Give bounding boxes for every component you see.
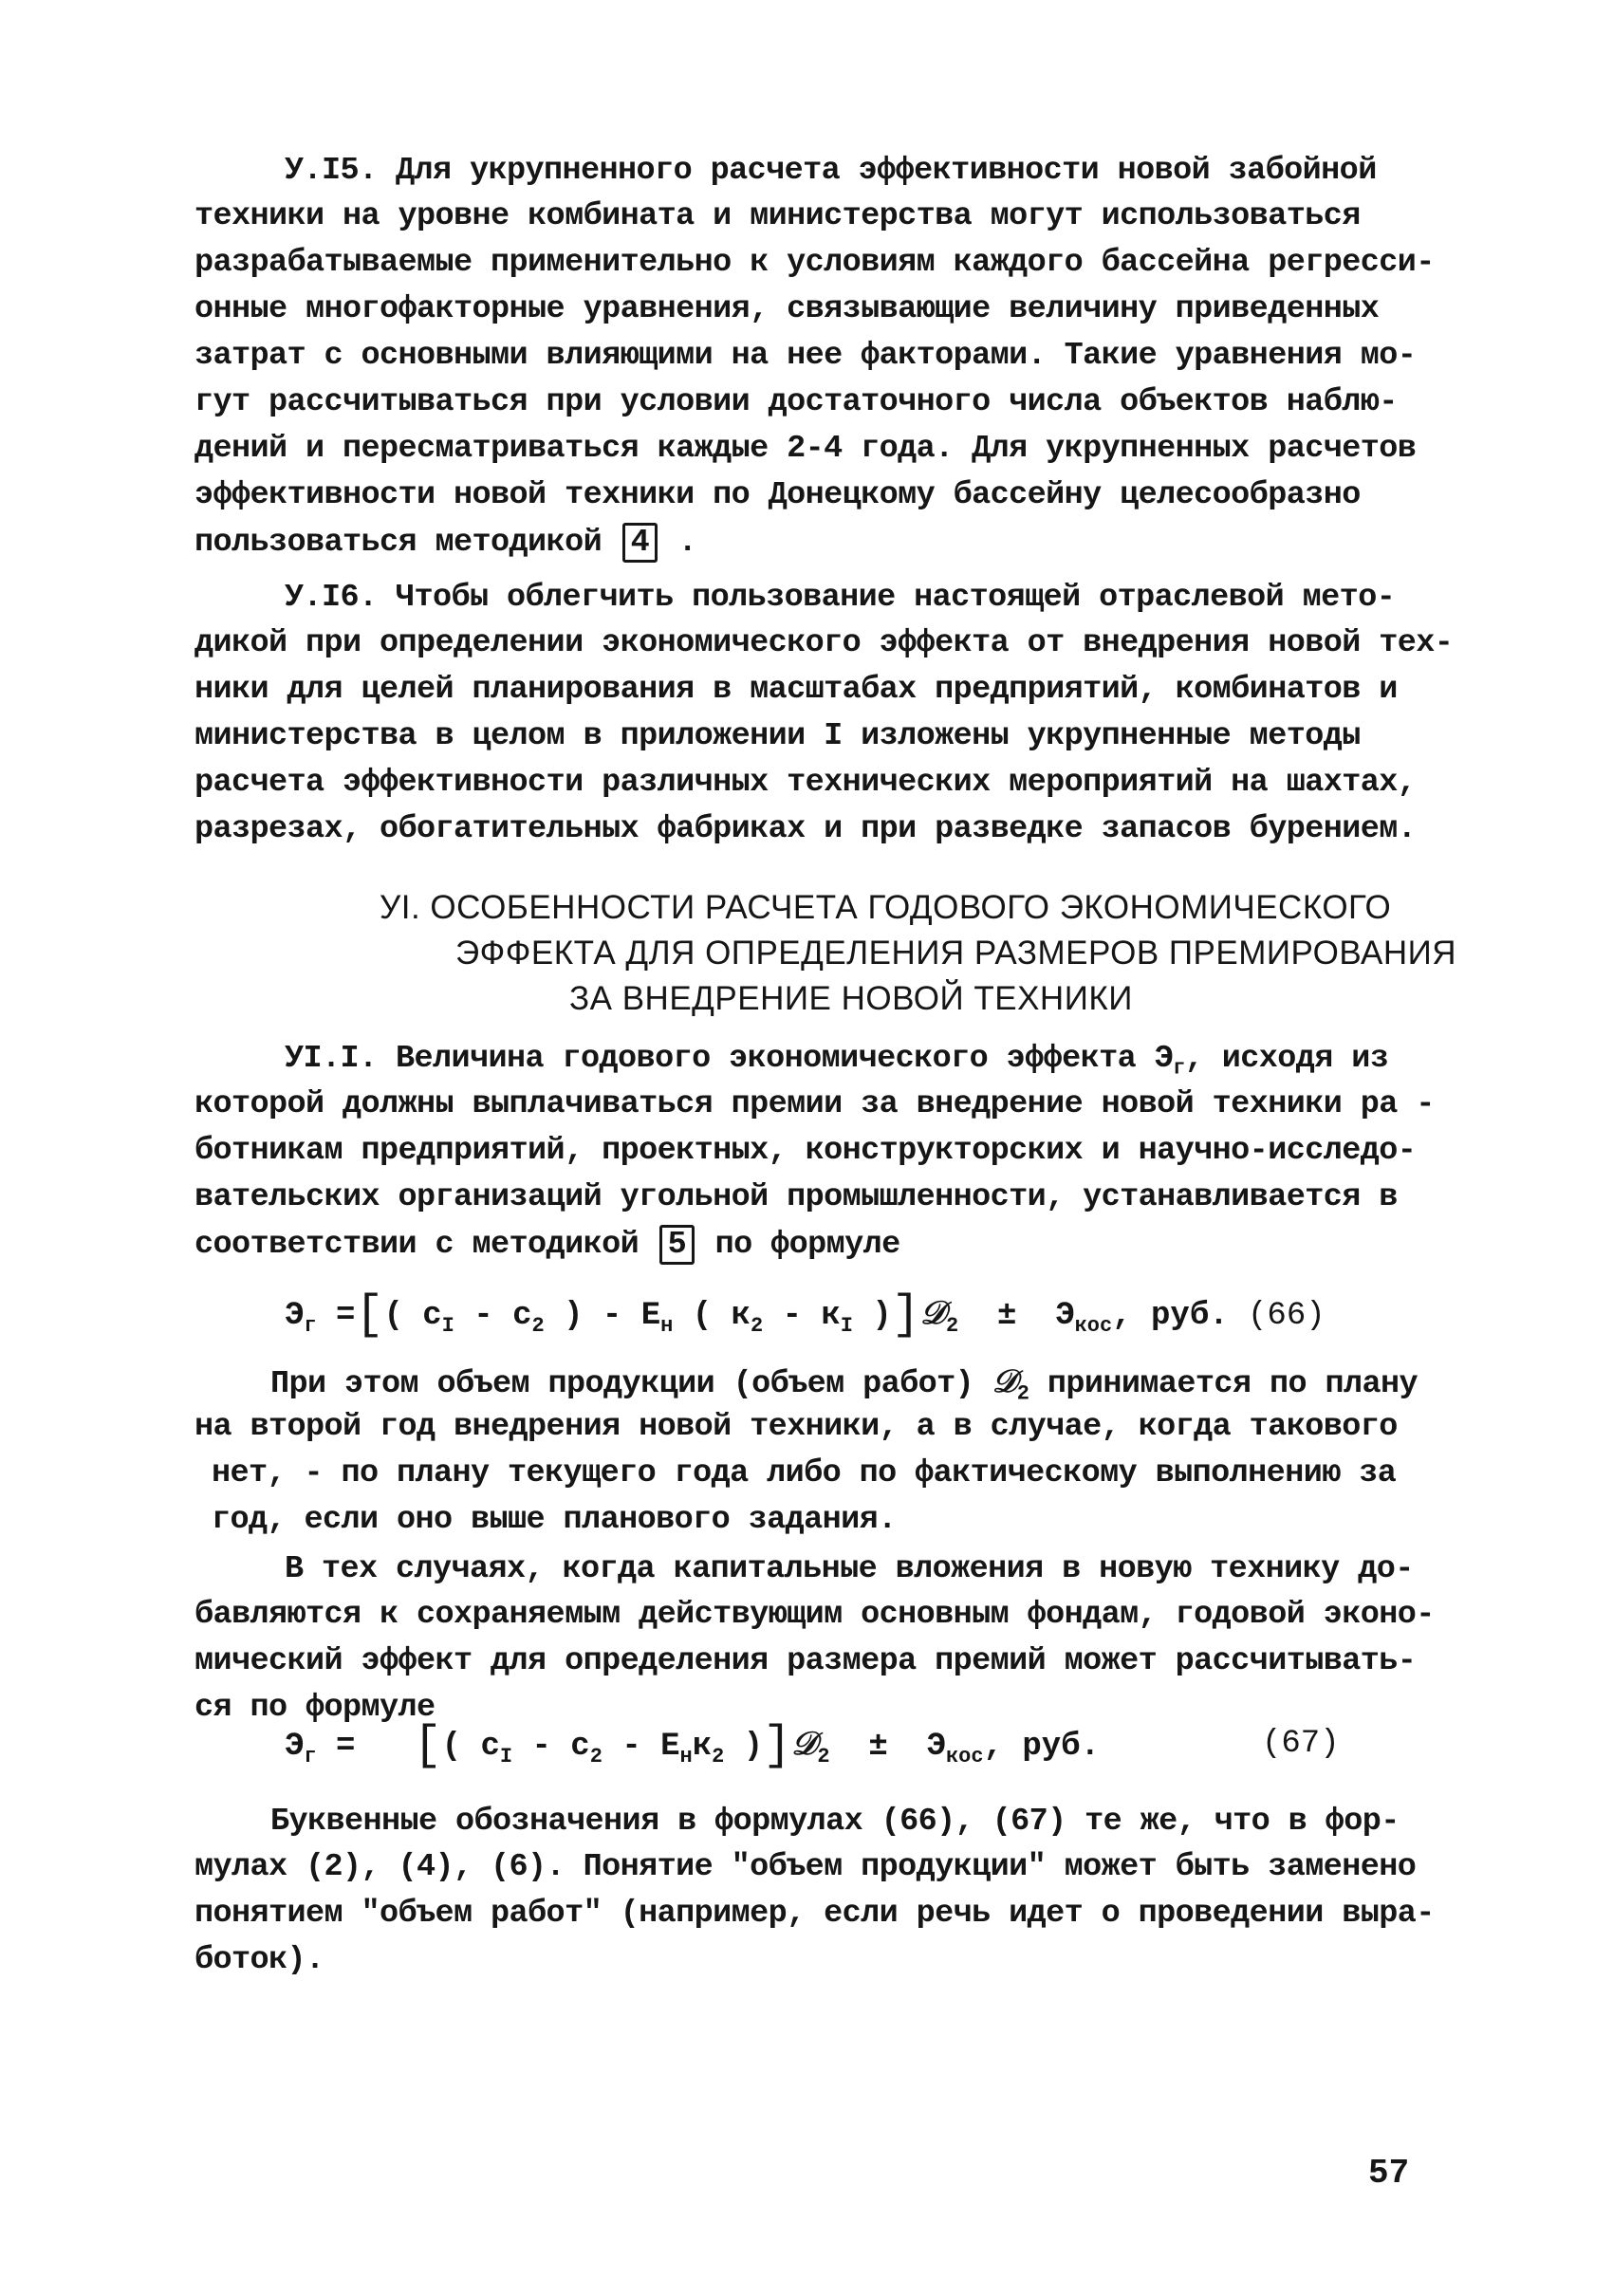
formula-term: ) <box>743 1729 764 1765</box>
formula-66 <box>285 1288 1326 1347</box>
formula-unit: , руб. <box>1112 1298 1229 1334</box>
subscript: г <box>304 1314 317 1338</box>
formula-symbol: = <box>336 1298 356 1334</box>
text-line: Буквенные обозначения в формулах (66), (67) те же, что в фор- <box>270 1804 1400 1840</box>
subscript: 2 <box>712 1745 725 1768</box>
subscript: I <box>441 1314 454 1338</box>
text-fragment: по формуле <box>714 1227 900 1263</box>
subscript: 2 <box>531 1314 545 1338</box>
text-line: бавляются к сохраняемым действующим основным фондам, годовой эконо- <box>195 1597 1435 1633</box>
formula-symbol: 𝒟 <box>919 1294 946 1332</box>
formula-term: - Е <box>621 1729 680 1765</box>
subscript: 2 <box>750 1314 764 1338</box>
text-line: понятием "объем работ" (например, если речь идет о проведении выра- <box>195 1896 1435 1932</box>
subscript: I <box>499 1745 513 1768</box>
formula-symbol: 𝒟 <box>791 1725 818 1763</box>
subscript: г <box>1173 1056 1185 1081</box>
text-line: боток). <box>195 1942 324 1978</box>
subscript: 2 <box>1016 1381 1029 1406</box>
text-line: затрат с основными влияющими на нее факторами. Такие уравнения мо- <box>195 338 1417 374</box>
subscript: 2 <box>945 1314 959 1338</box>
formula-symbol: Э <box>285 1729 305 1765</box>
text-line: У.I5. Для укрупненного расчета эффективности новой забойной <box>285 153 1377 189</box>
text-line: которой должны выплачиваться премии за внедрение новой техники ра - <box>195 1086 1435 1122</box>
text-line: министерства в целом в приложении I изложены укрупненные методы <box>195 718 1361 754</box>
text-fragment: принимается по плану <box>1047 1366 1418 1402</box>
formula-bracket: [ <box>413 1719 442 1773</box>
formula-term: к <box>692 1729 713 1765</box>
text-line: разрезах, обогатительных фабриках и при разведке запасов бурением. <box>195 811 1417 847</box>
text-line: ся по формуле <box>195 1690 436 1726</box>
reference-citation: 4 <box>622 523 658 563</box>
text-line: расчета эффективности различных технических мероприятий на шахтах, <box>195 765 1417 801</box>
text-line: мический эффект для определения размера премий может рассчитывать- <box>195 1643 1417 1679</box>
formula-term: ( с <box>383 1298 442 1334</box>
formula-symbol: ± <box>996 1298 1017 1334</box>
text-line: год, если оно выше планового задания. <box>212 1502 897 1538</box>
text-line: техники на уровне комбината и министерства могут использоваться <box>195 198 1361 234</box>
heading-line: ЭФФЕКТА ДЛЯ ОПРЕДЕЛЕНИЯ РАЗМЕРОВ ПРЕМИРОВАНИЯ <box>455 935 1457 972</box>
formula-term: - с <box>473 1298 532 1334</box>
text-line: ботникам предприятий, проектных, конструкторских и научно-исследо- <box>195 1133 1417 1169</box>
text-line: онные многофакторные уравнения, связывающие величину приведенных <box>195 291 1380 327</box>
text-fragment: соответствии с методикой <box>195 1227 640 1263</box>
subscript: кос <box>945 1745 984 1768</box>
text-line: эффективности новой техники по Донецкому бассейну целесообразно <box>195 477 1361 513</box>
text-line: гут рассчитываться при условии достаточного числа объектов наблю- <box>195 384 1398 420</box>
formula-term: - к <box>782 1298 841 1334</box>
subscript: г <box>304 1745 317 1768</box>
subscript: кос <box>1074 1314 1113 1338</box>
text-line <box>285 1040 1388 1088</box>
text-line: дикой при определении экономического эффекта от внедрения новой тех- <box>195 625 1454 661</box>
formula-67 <box>285 1719 1340 1778</box>
formula-symbol: 𝒟 <box>992 1362 1017 1399</box>
text-line: ники для целей планирования в масштабах предприятий, комбинатов и <box>195 672 1398 708</box>
formula-symbol: Э <box>285 1298 305 1334</box>
formula-bracket: [ <box>355 1288 384 1342</box>
formula-term: ) - Е <box>564 1298 661 1334</box>
text-fragment: . <box>677 525 697 561</box>
formula-term: ) <box>872 1298 892 1334</box>
formula-term: - с <box>531 1729 590 1765</box>
text-line: У.I6. Чтобы облегчить пользование настоящей отраслевой мето- <box>285 580 1396 616</box>
text-fragment: При этом объем продукции (объем работ) <box>270 1366 974 1402</box>
formula-number: (67) <box>1262 1726 1340 1762</box>
formula-symbol: Э <box>926 1729 946 1765</box>
formula-number: (66) <box>1248 1298 1326 1334</box>
reference-citation: 5 <box>659 1225 695 1265</box>
formula-unit: , руб. <box>983 1729 1100 1765</box>
heading-line: УI. ОСОБЕННОСТИ РАСЧЕТА ГОДОВОГО ЭКОНОМИЧЕСКОГО <box>380 889 1392 926</box>
text-line: нет, - по плану текущего года либо по фактическому выполнению за <box>212 1455 1397 1491</box>
text-line: мулах (2), (4), (6). Понятие "объем продукции" может быть заменено <box>195 1849 1417 1885</box>
text-line <box>195 1225 900 1265</box>
text-line: разрабатываемые применительно к условиям каждого бассейна регресси- <box>195 245 1435 281</box>
subscript: н <box>660 1314 674 1338</box>
formula-term: ( с <box>441 1729 500 1765</box>
text-fragment: УI.I. Величина годового экономического эффекта Э <box>285 1041 1174 1077</box>
text-line: на второй год внедрения новой техники, а в случае, когда такового <box>195 1409 1398 1445</box>
formula-bracket: ] <box>763 1719 792 1773</box>
text-line <box>270 1362 1418 1414</box>
formula-bracket: ] <box>891 1288 920 1342</box>
page-number: 57 <box>1368 2154 1410 2193</box>
text-line <box>195 523 696 563</box>
formula-symbol: = <box>336 1729 356 1765</box>
formula-term: ( к <box>692 1298 751 1334</box>
text-line: вательских организаций угольной промышленности, устанавливается в <box>195 1179 1398 1215</box>
heading-line: ЗА ВНЕДРЕНИЕ НОВОЙ ТЕХНИКИ <box>569 980 1133 1017</box>
formula-symbol: Э <box>1055 1298 1075 1334</box>
subscript: I <box>840 1314 853 1338</box>
subscript: н <box>679 1745 693 1768</box>
text-fragment: пользоваться методикой <box>195 525 603 561</box>
subscript: 2 <box>589 1745 603 1768</box>
text-line: дений и пересматриваться каждые 2-4 года. Для укрупненных расчетов <box>195 431 1417 467</box>
subscript: 2 <box>817 1745 830 1768</box>
text-fragment: , исходя из <box>1184 1041 1389 1077</box>
text-line: В тех случаях, когда капитальные вложения в новую технику до- <box>285 1551 1414 1587</box>
formula-symbol: ± <box>868 1729 888 1765</box>
